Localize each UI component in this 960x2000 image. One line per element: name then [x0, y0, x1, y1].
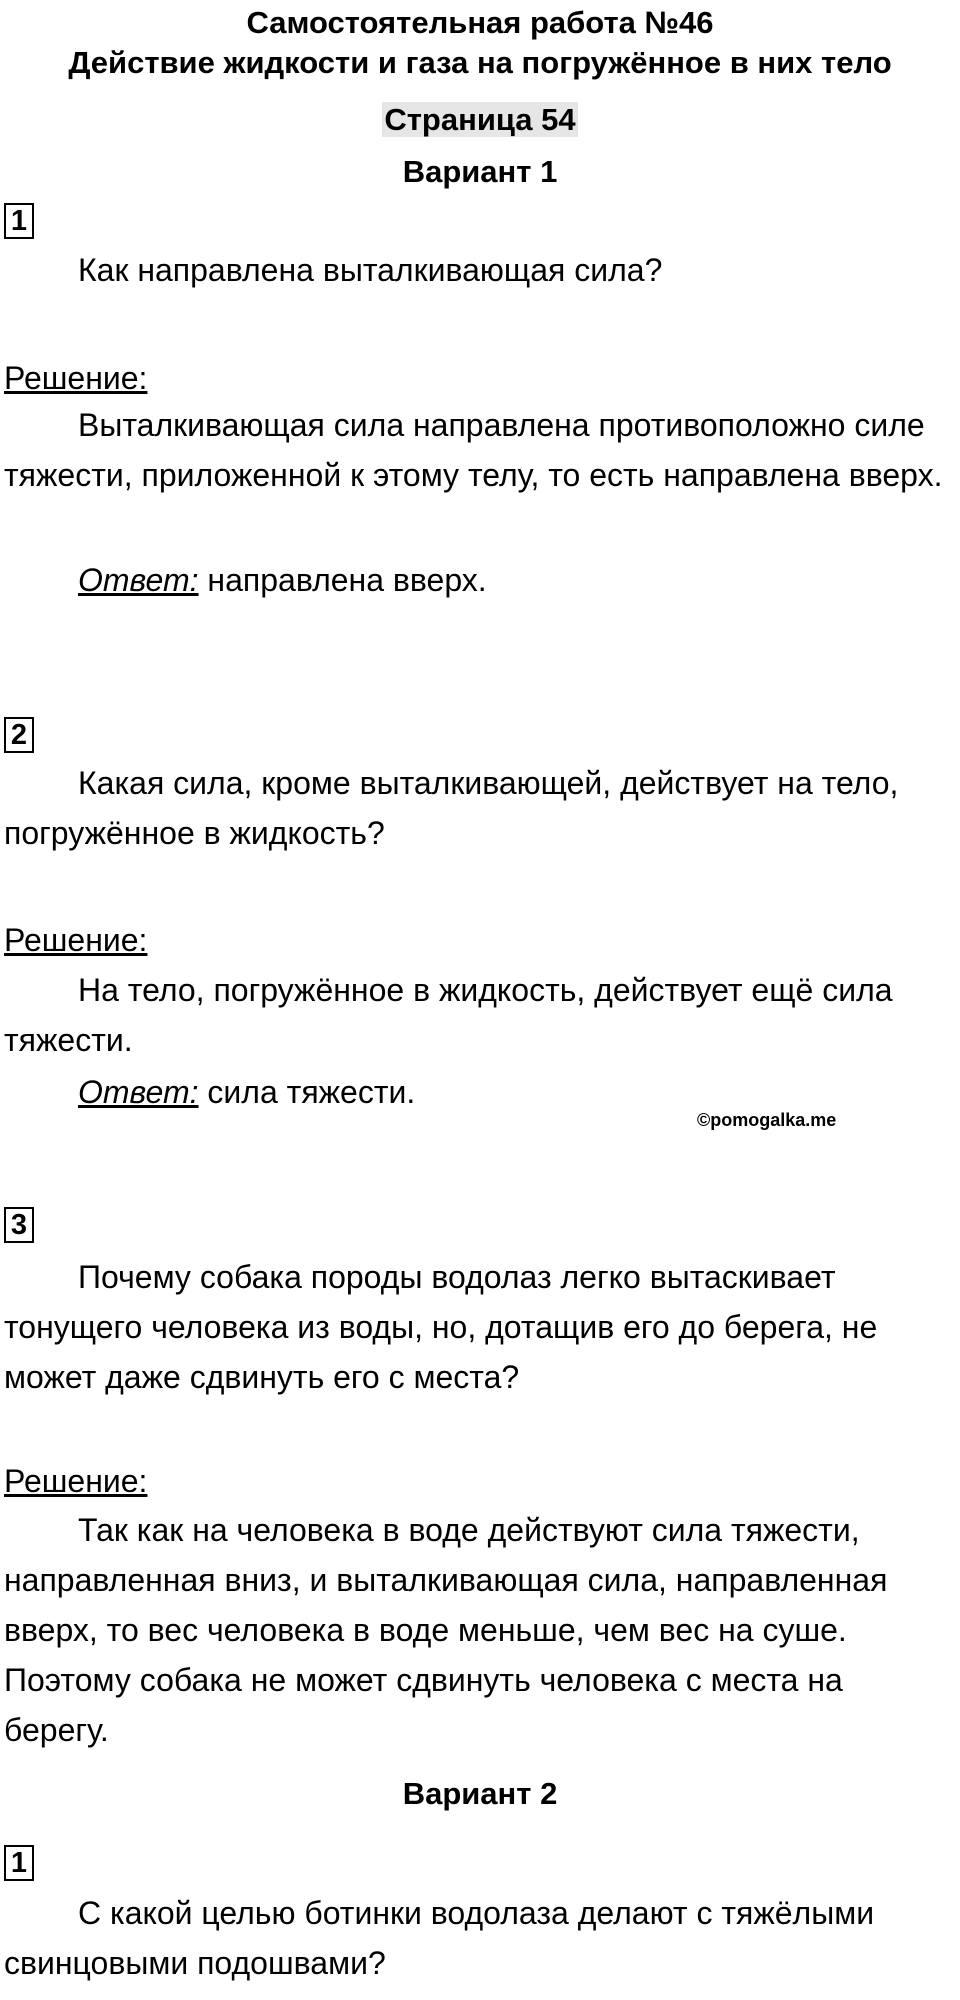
- task-question: Как направлена выталкивающая сила?: [78, 252, 663, 288]
- answer-label: Ответ:: [78, 562, 199, 598]
- solution-label-text: Решение:: [4, 1463, 148, 1499]
- solution-label: [4, 915, 956, 965]
- task-question: С какой целью ботинки водолаза делают с тяжёлыми свинцовыми подошвами?: [4, 1895, 875, 1981]
- page-number: Страница 54: [384, 102, 576, 137]
- task-number-box: 1: [4, 1845, 34, 1881]
- topic-title: Действие жидкости и газа на погружённое в них тело: [68, 45, 892, 80]
- work-title: Самостоятельная работа №46: [246, 5, 714, 40]
- task-number-box: 1: [4, 203, 34, 239]
- solution-text: Выталкивающая сила направлена противоположно силе тяжести, приложенной к этому телу, то есть направлена вверх.: [4, 407, 943, 493]
- answer-line: [78, 555, 956, 605]
- task-question: Почему собака породы водолаз легко вытаскивает тонущего человека из воды, но, дотащив его до берега, не может даже сдвинуть его с места?: [4, 1259, 878, 1395]
- solution-label: [4, 353, 956, 403]
- answer-text: направлена вверх.: [198, 562, 487, 598]
- watermark: ©pomogalka.me: [697, 1110, 837, 1130]
- solution-label-text: Решение:: [4, 922, 148, 958]
- solution-label: [4, 1456, 956, 1506]
- task-number-box: 2: [4, 717, 34, 753]
- variant-2-heading: Вариант 2: [402, 1776, 558, 1811]
- answer-text: сила тяжести.: [198, 1074, 416, 1110]
- page-number-line: [0, 99, 960, 141]
- solution-text: На тело, погружённое в жидкость, действует ещё сила тяжести.: [4, 972, 893, 1058]
- task-question: Какая сила, кроме выталкивающей, действует на тело, погружённое в жидкость?: [4, 765, 899, 851]
- solution-text: Так как на человека в воде действуют сила тяжести, направленная вниз, и выталкивающая сила, направленная вверх, то вес человека в воде меньше, чем вес на суше. Поэтому собака не может сдвинуть человека с места на берегу.: [4, 1512, 888, 1748]
- solution-label-text: Решение:: [4, 360, 148, 396]
- answer-label: Ответ:: [78, 1074, 199, 1110]
- task-number-box: 3: [4, 1207, 34, 1243]
- variant-1-heading: Вариант 1: [402, 154, 558, 189]
